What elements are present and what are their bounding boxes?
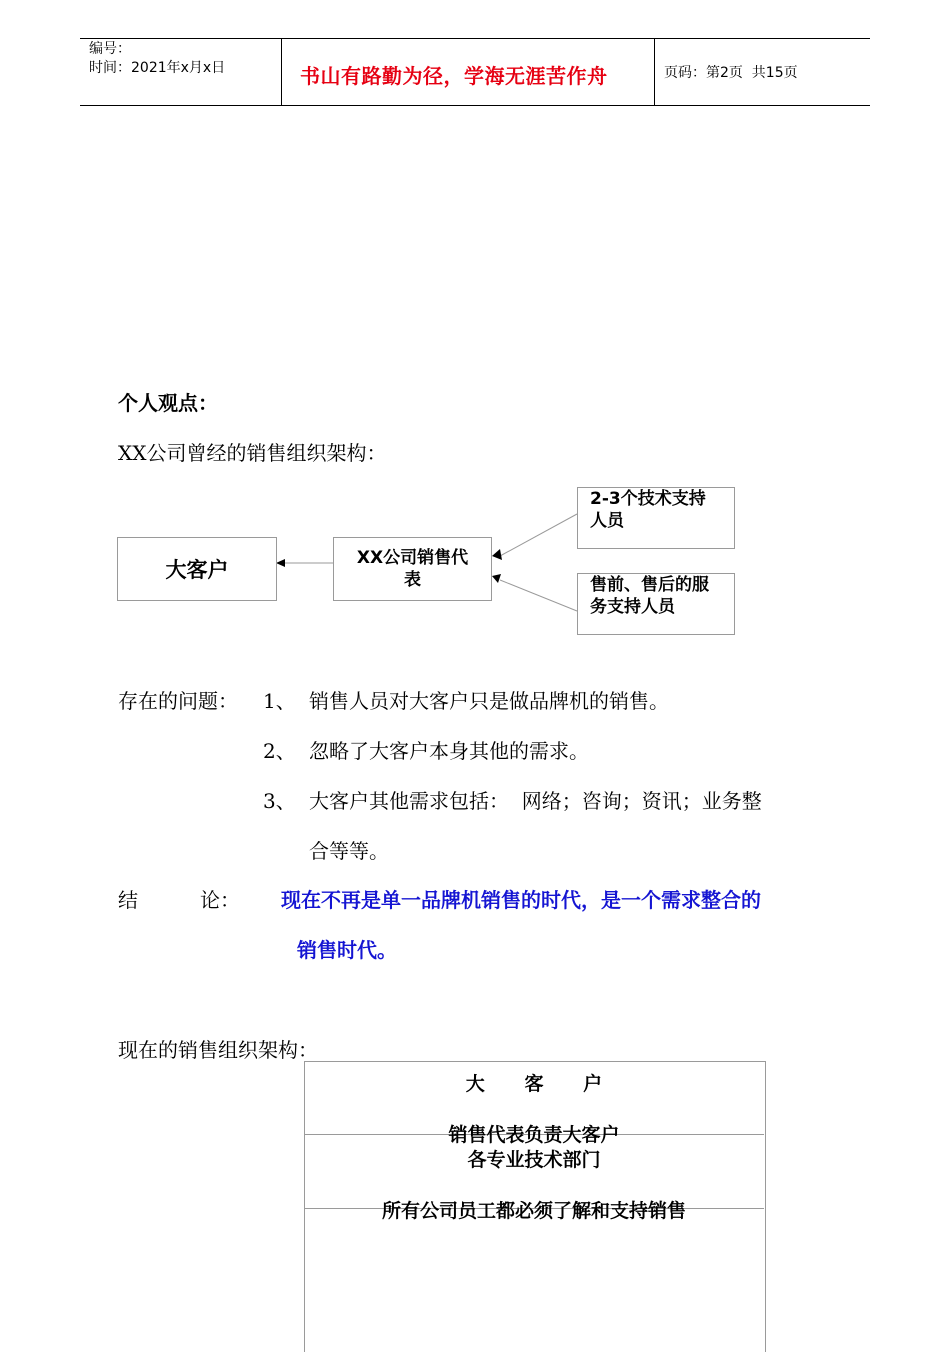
conclusion-line-2: 销售时代。 (297, 938, 397, 962)
org-level-big-customer: 大 客 户 (465, 1073, 603, 1095)
tech-support-box (577, 487, 735, 549)
conclusion-label-2: 论： (200, 888, 240, 912)
service-support-line2: 务支持人员 (590, 597, 675, 617)
header-page-info: 页码：第2页 共15页 (664, 65, 798, 81)
section-title: 个人观点： (118, 391, 218, 415)
service-support-line1: 售前、售后的服 (590, 575, 709, 595)
problems-label: 存在的问题： (118, 689, 238, 713)
big-customer-label: 大客户 (165, 558, 229, 582)
header-code-label: 编号： (89, 41, 131, 57)
conclusion-line-1: 现在不再是单一品牌机销售的时代，是一个需求整合的 (281, 888, 761, 912)
problem-3-num: 3、 (263, 789, 296, 813)
problem-2-num: 2、 (263, 739, 296, 763)
sales-rep-box (333, 537, 492, 601)
org-level-all-staff: 所有公司员工都必须了解和支持销售 (381, 1200, 686, 1222)
tech-support-line2: 人员 (590, 511, 624, 531)
problem-2-text: 忽略了大客户本身其他的需求。 (309, 739, 589, 763)
problem-3-text: 大客户其他需求包括： 网络；咨询；资讯；业务整 (309, 789, 762, 813)
service-support-box (577, 573, 735, 635)
problem-1-text: 销售人员对大客户只是做品牌机的销售。 (309, 689, 669, 713)
tech-support-line1: 2-3个技术支持 (590, 489, 706, 509)
big-customer-box (117, 537, 277, 601)
org-level-sales-rep: 销售代表负责大客户 (448, 1124, 620, 1146)
new-structure-title: 现在的销售组织架构： (118, 1038, 318, 1062)
sales-rep-label-line2: 表 (404, 570, 421, 590)
header-motto: 书山有路勤为径，学海无涯苦作舟 (300, 64, 608, 88)
header-date: 时间：2021年x月x日 (89, 60, 226, 76)
old-structure-title: XX公司曾经的销售组织架构： (118, 441, 387, 465)
problem-1-num: 1、 (263, 689, 296, 713)
conclusion-label-1: 结 (118, 888, 138, 912)
org-level-tech-depts: 各专业技术部门 (467, 1149, 601, 1171)
problem-3-text-cont: 合等等。 (309, 839, 389, 863)
sales-rep-label-line1: XX公司销售代 (356, 548, 469, 568)
